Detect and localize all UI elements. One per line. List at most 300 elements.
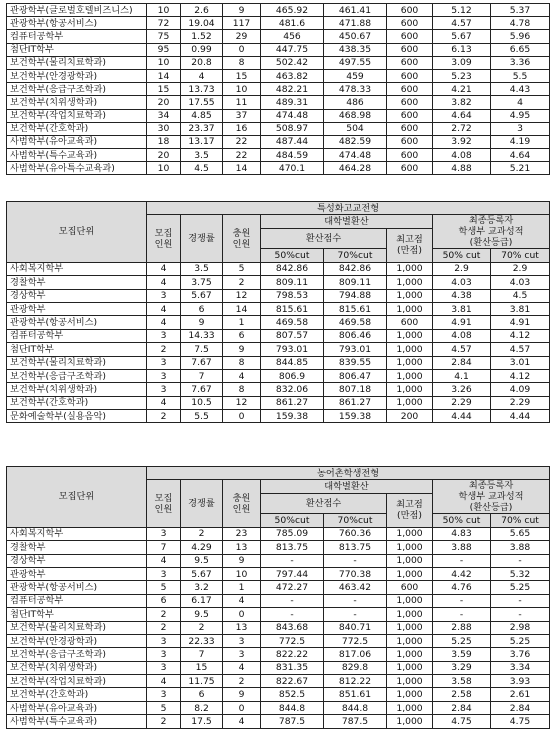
cut70-cell: 807.18 — [324, 383, 387, 396]
quota-cell: 3 — [147, 527, 181, 540]
grade-cut70-cell: 4.03 — [491, 276, 550, 289]
unit-cell: 사범학부(유아교육과) — [7, 135, 147, 148]
grade-cut50-cell: 4.57 — [433, 343, 491, 356]
grade-cut50-cell: 4.76 — [433, 581, 491, 594]
cut50-cell: 469.58 — [261, 316, 324, 329]
unit-cell: 보건학부(안경광학과) — [7, 634, 147, 647]
quota-cell: 3 — [147, 356, 181, 369]
quota-cell: 5 — [147, 581, 181, 594]
unit-cell: 보건학부(물리치료학과) — [7, 621, 147, 634]
extra-cell: 9 — [223, 4, 261, 17]
unit-cell: 컴퓨터공학부 — [7, 30, 147, 43]
unit-cell: 사범학부(특수교육과) — [7, 715, 147, 728]
cut70-cell: 806.47 — [324, 369, 387, 382]
cut70-cell: 438.35 — [324, 43, 387, 56]
quota-label: 모집 인원 — [154, 492, 173, 515]
table-body — [7, 4, 550, 175]
table-specialized-high-school — [6, 201, 550, 423]
unit-cell: 보건학부(간호학과) — [7, 688, 147, 701]
unit-cell: 보건학부(치위생학과) — [7, 383, 147, 396]
cut70-cell: 159.38 — [324, 410, 387, 423]
extra-cell: 12 — [223, 396, 261, 409]
max-score-cell: 600 — [387, 316, 433, 329]
quota-cell: 4 — [147, 276, 181, 289]
max-score-cell: 1,000 — [387, 383, 433, 396]
grade-cut70-cell: 4.91 — [491, 316, 550, 329]
extra-cell: 22 — [223, 135, 261, 148]
quota-cell: 4 — [147, 554, 181, 567]
extra-cell: 10 — [223, 567, 261, 580]
cut50-header: 50%cut — [261, 249, 324, 262]
table-row — [7, 634, 550, 647]
unit-cell: 경찰학부 — [7, 276, 147, 289]
grade-cut70-cell: 5.96 — [491, 30, 550, 43]
grade-cut70-cell: 2.61 — [491, 688, 550, 701]
quota-cell: 6 — [147, 594, 181, 607]
cut50-cell: 809.11 — [261, 276, 324, 289]
rate-cell: 6 — [181, 688, 223, 701]
extra-cell: 5 — [223, 262, 261, 275]
table-row — [7, 356, 550, 369]
quota-cell: 2 — [147, 343, 181, 356]
cut50-cell: 463.82 — [261, 69, 324, 82]
max-score-cell: 1,000 — [387, 648, 433, 661]
cut70-header: 70%cut — [324, 249, 387, 262]
grade-cut70-cell: 5.5 — [491, 69, 550, 82]
quota-cell: 75 — [147, 30, 181, 43]
table-row — [7, 410, 550, 423]
grade-cut50-header: 50% cut — [433, 249, 491, 262]
max-score-cell: 1,000 — [387, 356, 433, 369]
unit-cell: 사범학부(유아특수교육과) — [7, 162, 147, 175]
grade-cut70-cell: 4.44 — [491, 410, 550, 423]
grade-cut70-cell: 4.64 — [491, 149, 550, 162]
max-score-cell: 1,000 — [387, 262, 433, 275]
rate-cell: 13.73 — [181, 83, 223, 96]
extra-cell: 0 — [223, 410, 261, 423]
cut50-cell: 843.68 — [261, 621, 324, 634]
cut70-cell: 839.55 — [324, 356, 387, 369]
grade-cut70-cell: 3.36 — [491, 56, 550, 69]
extra-cell: 9 — [223, 343, 261, 356]
table-row — [7, 688, 550, 701]
score-group-header: 대학별환산 — [261, 215, 433, 228]
grade-cut70-cell: 5.37 — [491, 4, 550, 17]
grade-cut50-cell: 3.29 — [433, 661, 491, 674]
cut50-cell: 474.48 — [261, 109, 324, 122]
rate-cell: 13.17 — [181, 135, 223, 148]
cut50-cell: 822.67 — [261, 675, 324, 688]
cut50-cell: 489.31 — [261, 96, 324, 109]
table-row — [7, 302, 550, 315]
max-score-cell: 600 — [387, 83, 433, 96]
extra-cell: 9 — [223, 688, 261, 701]
extra-cell: 10 — [223, 83, 261, 96]
cut70-cell: 793.01 — [324, 343, 387, 356]
rate-cell: 7 — [181, 369, 223, 382]
grade-cut50-cell: 2.9 — [433, 262, 491, 275]
grade-cut70-cell: - — [491, 554, 550, 567]
extra-cell: 13 — [223, 621, 261, 634]
grade-cut50-cell: 2.84 — [433, 356, 491, 369]
extra-cell: 2 — [223, 276, 261, 289]
grade-cut70-cell: 4.12 — [491, 369, 550, 382]
max-score-cell: 1,000 — [387, 527, 433, 540]
grade-cut70-cell: 5.32 — [491, 567, 550, 580]
table-row — [7, 96, 550, 109]
grade-cut50-cell: 4.1 — [433, 369, 491, 382]
quota-cell: 14 — [147, 69, 181, 82]
unit-cell: 첨단IT학부 — [7, 608, 147, 621]
cut70-cell: 497.55 — [324, 56, 387, 69]
grade-cut50-cell: 4.88 — [433, 162, 491, 175]
table-row — [7, 715, 550, 728]
extra-cell: 16 — [223, 122, 261, 135]
max-score-cell: 600 — [387, 43, 433, 56]
col-quota-header — [147, 480, 181, 527]
grade-cut50-cell: 4.75 — [433, 715, 491, 728]
cut50-cell: 787.5 — [261, 715, 324, 728]
grade-cut70-cell: 4.78 — [491, 17, 550, 30]
grade-cut50-cell: 4.03 — [433, 276, 491, 289]
cut70-cell: 806.46 — [324, 329, 387, 342]
final-group-label: 최종등록자 학생부 교과성적 (환산등급) — [458, 480, 524, 514]
extra-label: 충원 인원 — [232, 227, 251, 250]
grade-cut50-cell: 3.59 — [433, 648, 491, 661]
grade-cut50-cell: 5.25 — [433, 634, 491, 647]
grade-cut70-header: 70% cut — [491, 514, 550, 527]
rate-cell: 2.6 — [181, 4, 223, 17]
table-row — [7, 396, 550, 409]
max-score-label: 최고점 (만점) — [396, 499, 423, 522]
cut70-cell: 770.38 — [324, 567, 387, 580]
cut50-header: 50%cut — [261, 514, 324, 527]
grade-cut70-cell: 6.65 — [491, 43, 550, 56]
cut70-cell: - — [324, 594, 387, 607]
grade-cut50-cell: 4.91 — [433, 316, 491, 329]
grade-cut70-cell: 4.95 — [491, 109, 550, 122]
extra-cell: 8 — [223, 356, 261, 369]
max-score-cell: 1,000 — [387, 289, 433, 302]
extra-cell: 3 — [223, 634, 261, 647]
rate-cell: 14.33 — [181, 329, 223, 342]
cut50-cell: 487.44 — [261, 135, 324, 148]
table-row — [7, 369, 550, 382]
unit-cell: 관광학부(글로벌호텔비즈니스) — [7, 4, 147, 17]
grade-cut70-cell: 4 — [491, 96, 550, 109]
unit-cell: 보건학부(간호학과) — [7, 122, 147, 135]
rate-cell: 17.5 — [181, 715, 223, 728]
cut50-cell: 472.27 — [261, 581, 324, 594]
max-score-cell: 1,000 — [387, 715, 433, 728]
grade-cut70-cell: 4.75 — [491, 715, 550, 728]
cut70-cell: 817.06 — [324, 648, 387, 661]
extra-cell: 1 — [223, 316, 261, 329]
col-extra-header — [223, 480, 261, 527]
extra-cell: 4 — [223, 594, 261, 607]
unit-cell: 보건학부(작업치료학과) — [7, 109, 147, 122]
grade-cut50-header: 50% cut — [433, 514, 491, 527]
cut50-cell: 806.9 — [261, 369, 324, 382]
grade-cut70-cell: 2.29 — [491, 396, 550, 409]
unit-cell: 보건학부(물리치료학과) — [7, 356, 147, 369]
cut50-cell: 797.44 — [261, 567, 324, 580]
final-group-header — [433, 480, 550, 514]
grade-cut70-cell: 3 — [491, 122, 550, 135]
col-unit-header: 모집단위 — [7, 202, 147, 263]
rate-cell: 1.52 — [181, 30, 223, 43]
cut70-cell: 813.75 — [324, 541, 387, 554]
quota-cell: 15 — [147, 83, 181, 96]
rate-cell: 9 — [181, 316, 223, 329]
table-row — [7, 541, 550, 554]
extra-cell: 22 — [223, 149, 261, 162]
max-score-cell: 1,000 — [387, 369, 433, 382]
table-row — [7, 594, 550, 607]
table-row — [7, 262, 550, 275]
table-row — [7, 122, 550, 135]
extra-cell: 15 — [223, 69, 261, 82]
rate-cell: 23.37 — [181, 122, 223, 135]
cut50-cell: 502.42 — [261, 56, 324, 69]
cut70-cell: 504 — [324, 122, 387, 135]
max-score-cell: 1,000 — [387, 567, 433, 580]
cut50-cell: 772.5 — [261, 634, 324, 647]
quota-cell: 7 — [147, 541, 181, 554]
extra-cell: 0 — [223, 43, 261, 56]
unit-cell: 보건학부(응급구조학과) — [7, 83, 147, 96]
unit-cell: 사회복지학부 — [7, 262, 147, 275]
max-score-cell: 200 — [387, 410, 433, 423]
table-row — [7, 316, 550, 329]
rate-cell: 17.55 — [181, 96, 223, 109]
grade-cut70-cell: 5.25 — [491, 634, 550, 647]
unit-cell: 보건학부(간호학과) — [7, 396, 147, 409]
max-score-header — [387, 228, 433, 262]
unit-cell: 보건학부(물리치료학과) — [7, 56, 147, 69]
quota-cell: 20 — [147, 149, 181, 162]
extra-cell: 6 — [223, 329, 261, 342]
extra-cell: 14 — [223, 302, 261, 315]
rate-cell: 5.5 — [181, 410, 223, 423]
extra-cell: 37 — [223, 109, 261, 122]
quota-cell: 3 — [147, 688, 181, 701]
extra-cell: 3 — [223, 648, 261, 661]
grade-cut50-cell: 3.82 — [433, 96, 491, 109]
extra-cell: 12 — [223, 289, 261, 302]
cut70-cell: 471.88 — [324, 17, 387, 30]
grade-cut70-header: 70% cut — [491, 249, 550, 262]
section-title: 농어촌학생전형 — [147, 467, 550, 480]
rate-cell: 3.5 — [181, 262, 223, 275]
max-score-cell: 600 — [387, 162, 433, 175]
rate-cell: 9.5 — [181, 554, 223, 567]
cut70-cell: 450.67 — [324, 30, 387, 43]
grade-cut70-cell: 3.81 — [491, 302, 550, 315]
rate-cell: 19.04 — [181, 17, 223, 30]
rate-cell: 2 — [181, 621, 223, 634]
unit-cell: 컴퓨터공학부 — [7, 329, 147, 342]
grade-cut70-cell: 3.76 — [491, 648, 550, 661]
cut70-cell: 468.98 — [324, 109, 387, 122]
max-score-cell: 1,000 — [387, 688, 433, 701]
extra-cell: 0 — [223, 608, 261, 621]
extra-cell: 4 — [223, 369, 261, 382]
grade-cut50-cell: 4.21 — [433, 83, 491, 96]
cut50-cell: 831.35 — [261, 661, 324, 674]
rate-cell: 22.33 — [181, 634, 223, 647]
grade-cut70-cell: 4.09 — [491, 383, 550, 396]
extra-cell: 0 — [223, 701, 261, 714]
grade-cut70-cell: 3.01 — [491, 356, 550, 369]
table-row — [7, 149, 550, 162]
grade-cut70-cell: 4.43 — [491, 83, 550, 96]
cut70-cell: 794.88 — [324, 289, 387, 302]
cut70-cell: - — [324, 554, 387, 567]
grade-cut50-cell: 5.67 — [433, 30, 491, 43]
table-row — [7, 343, 550, 356]
max-score-cell: 1,000 — [387, 343, 433, 356]
unit-cell: 관광학부 — [7, 302, 147, 315]
max-score-cell: 600 — [387, 581, 433, 594]
unit-cell: 경상학부 — [7, 289, 147, 302]
extra-cell: 8 — [223, 383, 261, 396]
grade-cut70-cell: 5.65 — [491, 527, 550, 540]
unit-cell: 첨단IT학부 — [7, 43, 147, 56]
grade-cut70-cell: 3.88 — [491, 541, 550, 554]
section-title: 특성화고교전형 — [147, 202, 550, 215]
rate-cell: 0.99 — [181, 43, 223, 56]
score-header: 환산점수 — [261, 228, 387, 249]
cut70-cell: 464.28 — [324, 162, 387, 175]
unit-cell: 관광학부(항공서비스) — [7, 581, 147, 594]
quota-cell: 3 — [147, 289, 181, 302]
max-score-cell: 600 — [387, 56, 433, 69]
max-score-cell: 1,000 — [387, 634, 433, 647]
table-row — [7, 701, 550, 714]
table-row — [7, 329, 550, 342]
unit-cell: 사회복지학부 — [7, 527, 147, 540]
quota-cell: 18 — [147, 135, 181, 148]
cut50-cell: 447.75 — [261, 43, 324, 56]
cut70-cell: 461.41 — [324, 4, 387, 17]
cut70-cell: 469.58 — [324, 316, 387, 329]
cut70-cell: - — [324, 608, 387, 621]
rate-cell: 2 — [181, 527, 223, 540]
cut50-cell: 481.6 — [261, 17, 324, 30]
extra-cell: 29 — [223, 30, 261, 43]
table-row — [7, 621, 550, 634]
rate-cell: 9.5 — [181, 608, 223, 621]
unit-cell: 보건학부(응급구조학과) — [7, 648, 147, 661]
rate-cell: 7.5 — [181, 343, 223, 356]
table-row — [7, 83, 550, 96]
table-row — [7, 135, 550, 148]
rate-cell: 11.75 — [181, 675, 223, 688]
col-unit-header: 모집단위 — [7, 467, 147, 528]
quota-cell: 4 — [147, 396, 181, 409]
cut50-cell: - — [261, 594, 324, 607]
quota-cell: 3 — [147, 329, 181, 342]
max-score-cell: 600 — [387, 4, 433, 17]
grade-cut50-cell: 3.58 — [433, 675, 491, 688]
cut70-header: 70%cut — [324, 514, 387, 527]
grade-cut70-cell: 5.25 — [491, 581, 550, 594]
extra-cell: 11 — [223, 96, 261, 109]
grade-cut50-cell: 5.23 — [433, 69, 491, 82]
table-row — [7, 608, 550, 621]
grade-cut70-cell: 2.84 — [491, 701, 550, 714]
max-score-label: 최고점 (만점) — [396, 234, 423, 257]
quota-cell: 3 — [147, 567, 181, 580]
rate-cell: 6.17 — [181, 594, 223, 607]
table-row — [7, 17, 550, 30]
rate-cell: 20.8 — [181, 56, 223, 69]
cut50-cell: 798.53 — [261, 289, 324, 302]
quota-cell: 95 — [147, 43, 181, 56]
cut70-cell: 851.61 — [324, 688, 387, 701]
max-score-cell: 600 — [387, 30, 433, 43]
quota-cell: 3 — [147, 648, 181, 661]
quota-cell: 20 — [147, 96, 181, 109]
table-row — [7, 109, 550, 122]
extra-cell: 8 — [223, 56, 261, 69]
quota-cell: 10 — [147, 4, 181, 17]
rate-cell: 7 — [181, 648, 223, 661]
rate-cell: 4 — [181, 69, 223, 82]
table-row — [7, 289, 550, 302]
cut50-cell: 159.38 — [261, 410, 324, 423]
cut70-cell: 842.86 — [324, 262, 387, 275]
max-score-cell: 1,000 — [387, 594, 433, 607]
extra-cell: 23 — [223, 527, 261, 540]
table-row — [7, 581, 550, 594]
table-row — [7, 554, 550, 567]
grade-cut70-cell: 4.12 — [491, 329, 550, 342]
cut70-cell: 815.61 — [324, 302, 387, 315]
final-group-header — [433, 215, 550, 249]
grade-cut50-cell: 6.13 — [433, 43, 491, 56]
grade-cut50-cell: - — [433, 608, 491, 621]
cut70-cell: 812.22 — [324, 675, 387, 688]
unit-cell: 보건학부(작업치료학과) — [7, 675, 147, 688]
grade-cut50-cell: 4.08 — [433, 329, 491, 342]
table-row — [7, 567, 550, 580]
cut50-cell: 815.61 — [261, 302, 324, 315]
grade-cut50-cell: 2.84 — [433, 701, 491, 714]
table-row — [7, 56, 550, 69]
quota-cell: 10 — [147, 56, 181, 69]
grade-cut50-cell: 2.29 — [433, 396, 491, 409]
score-group-header: 대학별환산 — [261, 480, 433, 493]
table-row — [7, 648, 550, 661]
extra-cell: 14 — [223, 162, 261, 175]
cut50-cell: 807.57 — [261, 329, 324, 342]
rate-cell: 4.5 — [181, 162, 223, 175]
max-score-cell: 600 — [387, 69, 433, 82]
rate-cell: 4.29 — [181, 541, 223, 554]
max-score-cell: 600 — [387, 149, 433, 162]
grade-cut70-cell: - — [491, 594, 550, 607]
extra-cell: 117 — [223, 17, 261, 30]
max-score-cell: 600 — [387, 109, 433, 122]
quota-cell: 4 — [147, 302, 181, 315]
cut70-cell: 829.8 — [324, 661, 387, 674]
cut70-cell: 787.5 — [324, 715, 387, 728]
max-score-header — [387, 493, 433, 527]
quota-cell: 10 — [147, 162, 181, 175]
grade-cut70-cell: 2.9 — [491, 262, 550, 275]
